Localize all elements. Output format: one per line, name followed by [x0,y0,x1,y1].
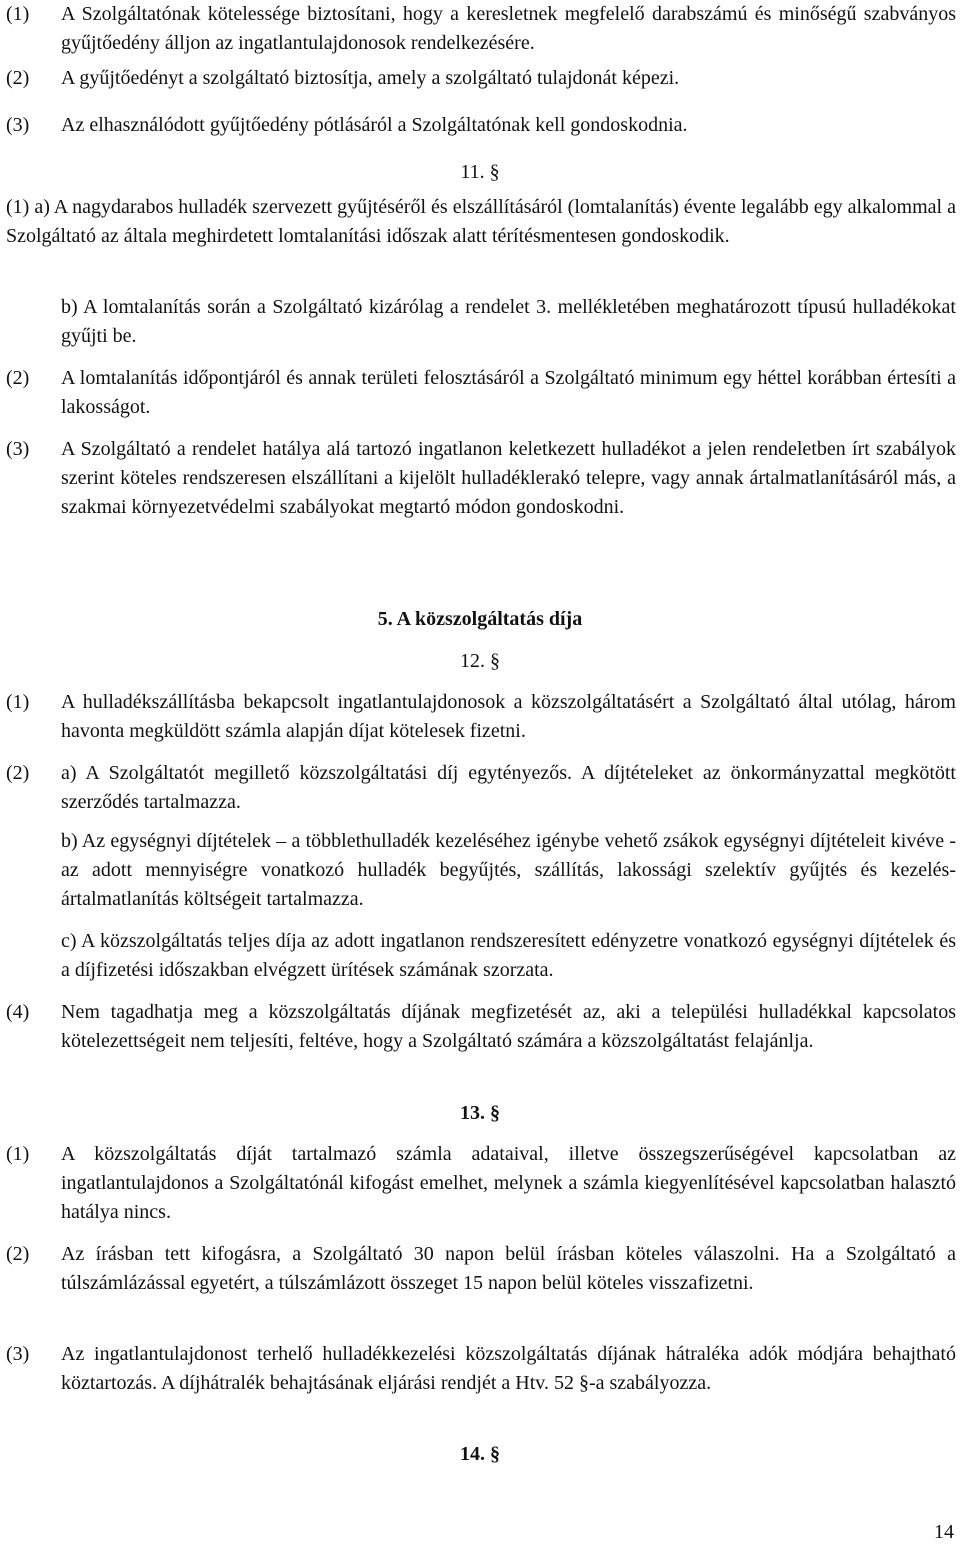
paragraph-10-3 [6,111,956,140]
paragraph-number: (3) [6,114,30,136]
section-12-paragraph-2a [6,759,956,817]
section-13-paragraph-2 [6,1240,956,1298]
paragraph-number: (1) [6,691,30,713]
section-12-heading: 12. § [460,650,500,672]
section-11-heading: 11. § [460,161,500,183]
section-11-paragraph-1a [6,193,956,251]
section-13-heading: 13. § [460,1102,500,1124]
section-12-paragraph-2b [6,827,956,914]
paragraph-number: (2) [6,67,30,89]
section-11-paragraph-1b [6,293,956,351]
section-12-paragraph-2c [6,927,956,985]
paragraph-text: A Szolgáltatónak kötelessége biztosítani, hogy a keresletnek megfelelő darabszámú és minőségű szabványos gyűjtőedény álljon az ingatlantulajdonosok rendelkezésére. [61,3,956,54]
section-13-paragraph-1 [6,1140,956,1227]
paragraph-text: A közszolgáltatás díját tartalmazó számla adataival, illetve összegszerűségével kapcsolatban az ingatlantulajdonos a Szolgáltatónál kifogást emelhet, melynek a számla kiegyenlítésével kapcsolatban halasztó hatálya nincs. [61,1143,956,1223]
paragraph-text: A gyűjtőedényt a szolgáltató biztosítja, amely a szolgáltató tulajdonát képezi. [61,67,680,89]
page-number: 14 [934,1521,954,1543]
paragraph-text: A hulladékszállításba bekapcsolt ingatlantulajdonosok a közszolgáltatásért a Szolgáltató által utólag, három havonta megküldött számla alapján díjat kötelesek fizetni. [61,691,956,742]
paragraph-10-1 [6,0,956,58]
paragraph-text: A lomtalanítás időpontjáról és annak területi felosztásáról a Szolgáltató minimum egy héttel korábban értesíti a lakosságot. [61,367,956,418]
paragraph-10-2 [6,64,956,93]
section-13-paragraph-3 [6,1340,956,1398]
paragraph-text: b) A lomtalanítás során a Szolgáltató kizárólag a rendelet 3. mellékletében meghatározott típusú hulladékokat gyűjti be. [61,296,956,347]
chapter-5-title: 5. A közszolgáltatás díja [377,608,583,630]
paragraph-number: (2) [6,367,30,389]
paragraph-text: Az elhasználódott gyűjtőedény pótlásáról a Szolgáltatónak kell gondoskodnia. [61,114,688,136]
paragraph-text: b) Az egységnyi díjtételek – a többlethulladék kezeléséhez igénybe vehető zsákok egységnyi díjtételeit kivéve - az adott mennyiségre vonatkozó hulladék begyűjtés, szállítás, lakossági szelektív gyűjtés és kezelés-ártalmatlanítás költségeit tartalmazza. [61,830,956,910]
paragraph-number: (2) [6,762,30,784]
section-11-paragraph-2 [6,364,956,422]
paragraph-text: (1) a) A nagydarabos hulladék szervezett gyűjtéséről és elszállításáról (lomtalanítás) évente legalább egy alkalommal a Szolgáltató az általa meghirdetett lomtalanítási időszak alatt térítésmentesen gondoskodik. [6,196,956,247]
paragraph-number: (3) [6,438,30,460]
paragraph-text: Nem tagadhatja meg a közszolgáltatás díjának megfizetését az, aki a települési hulladékkal kapcsolatos kötelezettségeit nem teljesíti, feltéve, hogy a Szolgáltató számára a közszolgáltatást felajánlja. [61,1001,956,1052]
paragraph-text: A Szolgáltató a rendelet hatálya alá tartozó ingatlanon keletkezett hulladékot a jelen rendeletben írt szabályok szerint köteles rendszeresen elszállítani a kijelölt hulladéklerakó telepre, vagy annak ártalmatlanításáról más, a szakmai környezetvédelmi szabályokat megtartó módon gondoskodni. [61,438,956,518]
paragraph-text: Az ingatlantulajdonost terhelő hulladékkezelési közszolgáltatás díjának hátraléka adók módjára behajtható köztartozás. A díjhátralék behajtásának eljárási rendjét a Htv. 52 §-a szabályozza. [61,1343,956,1394]
section-12-paragraph-4 [6,998,956,1056]
paragraph-number: (3) [6,1343,30,1365]
paragraph-number: (1) [6,3,30,25]
paragraph-number: (2) [6,1243,30,1265]
paragraph-text: c) A közszolgáltatás teljes díja az adott ingatlanon rendszeresített edényzetre vonatkozó egységnyi díjtételek és a díjfizetési időszakban elvégzett ürítések számának szorzata. [61,930,956,981]
paragraph-text: Az írásban tett kifogásra, a Szolgáltató 30 napon belül írásban köteles válaszolni. Ha a Szolgáltató a túlszámlázással egyetért, a túlszámlázott összeget 15 napon belül köteles visszafizetni. [61,1243,956,1294]
paragraph-number: (4) [6,1001,30,1023]
section-12-paragraph-1 [6,688,956,746]
paragraph-number: (1) [6,1143,30,1165]
section-14-heading: 14. § [460,1443,500,1465]
paragraph-text: a) A Szolgáltatót megillető közszolgáltatási díj egytényezős. A díjtételeket az önkormányzattal megkötött szerződés tartalmazza. [61,762,956,813]
section-11-paragraph-3 [6,435,956,522]
